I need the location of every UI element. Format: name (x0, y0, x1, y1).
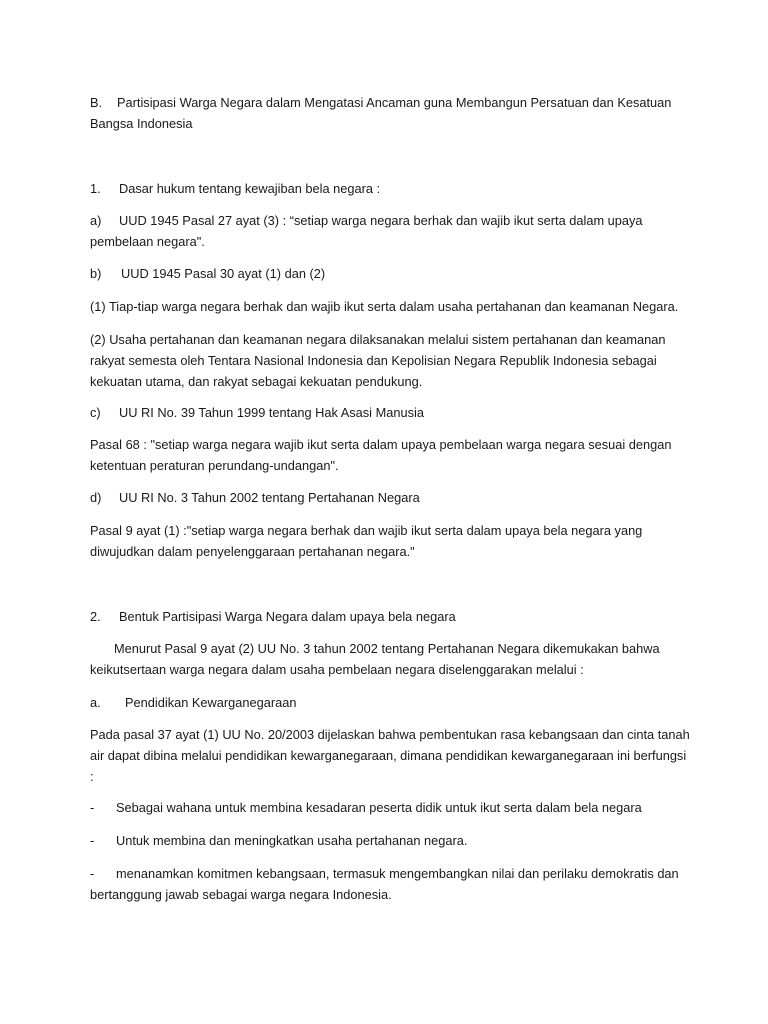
paragraph-b2: (2) Usaha pertahanan dan keamanan negara dilaksanakan melalui sistem pertahanan dan keamanan rakyat semesta oleh Tentara Nasional Indonesia dan Kepolisian Negara Republik Indonesia sebagai kekuatan utama, dan rakyat sebagai kekuatan pendukung. (90, 332, 666, 389)
item-2-marker: 2. (90, 609, 101, 624)
document-page (90, 0, 690, 1024)
item-2a-marker: a. (90, 695, 101, 710)
bullet-marker: - (90, 833, 95, 848)
item-1a (90, 210, 690, 252)
bullet-marker: - (90, 866, 95, 881)
bullet-text: Sebagai wahana untuk membina kesadaran peserta didik untuk ikut serta dalam bela negara (116, 800, 642, 815)
item-1b (90, 263, 690, 284)
bullet-text: Untuk membina dan meningkatkan usaha pertahanan negara. (116, 833, 468, 848)
paragraph-2a: Pada pasal 37 ayat (1) UU No. 20/2003 dijelaskan bahwa pembentukan rasa kebangsaan dan cinta tanah air dapat dibina melalui pendidikan kewarganegaraan, dimana pendidikan kewarganegaraan ini berfungsi : (90, 727, 690, 784)
section-b-title: Partisipasi Warga Negara dalam Mengatasi Ancaman guna Membangun Persatuan dan Kesatuan (117, 95, 672, 110)
item-1a-text-cont: pembelaan negara". (90, 234, 205, 249)
section-b-marker: B. (90, 95, 103, 110)
item-1-marker: 1. (90, 181, 101, 196)
item-2-heading (90, 606, 690, 627)
item-1b-text: UUD 1945 Pasal 30 ayat (1) dan (2) (121, 266, 326, 281)
item-1-text: Dasar hukum tentang kewajiban bela negara : (119, 181, 381, 196)
item-2a (90, 692, 690, 713)
item-1d (90, 487, 690, 508)
bullet-text: menanamkan komitmen kebangsaan, termasuk mengembangkan nilai dan perilaku demokratis dan bertanggung jawab sebagai warga negara Indonesia. (90, 866, 679, 902)
item-1a-text: UUD 1945 Pasal 27 ayat (3) : “setiap warga negara berhak dan wajib ikut serta dalam upaya (119, 213, 643, 228)
paragraph-c: Pasal 68 : "setiap warga negara wajib ikut serta dalam upaya pembelaan warga negara sesuai dengan ketentuan peraturan perundang-undangan". (90, 437, 672, 473)
item-1c-marker: c) (90, 405, 101, 420)
item-1d-text: UU RI No. 3 Tahun 2002 tentang Pertahanan Negara (119, 490, 420, 505)
bullet-marker: - (90, 800, 95, 815)
paragraph-d: Pasal 9 ayat (1) :"setiap warga negara berhak dan wajib ikut serta dalam upaya bela negara yang diwujudkan dalam penyelenggaraan pertahanan negara." (90, 523, 643, 559)
item-1d-marker: d) (90, 490, 102, 505)
item-2a-text: Pendidikan Kewarganegaraan (125, 695, 297, 710)
bullet-item-3 (90, 863, 690, 905)
paragraph-b1: (1) Tiap-tiap warga negara berhak dan wajib ikut serta dalam usaha pertahanan dan keamanan Negara. (90, 299, 679, 314)
item-2-text: Bentuk Partisipasi Warga Negara dalam upaya bela negara (119, 609, 456, 624)
item-1c (90, 402, 690, 423)
bullet-item-1 (90, 797, 690, 818)
bullet-item-2 (90, 830, 690, 851)
item-1-heading (90, 178, 690, 199)
paragraph-2: Menurut Pasal 9 ayat (2) UU No. 3 tahun 2002 tentang Pertahanan Negara dikemukakan bahwa keikutsertaan warga negara dalam usaha pembelaan negara diselenggarakan melalui : (90, 641, 660, 677)
section-b-heading (90, 92, 690, 134)
item-1c-text: UU RI No. 39 Tahun 1999 tentang Hak Asasi Manusia (119, 405, 424, 420)
item-1b-marker: b) (90, 266, 102, 281)
item-1a-marker: a) (90, 213, 102, 228)
section-b-title-cont: Bangsa Indonesia (90, 116, 193, 131)
